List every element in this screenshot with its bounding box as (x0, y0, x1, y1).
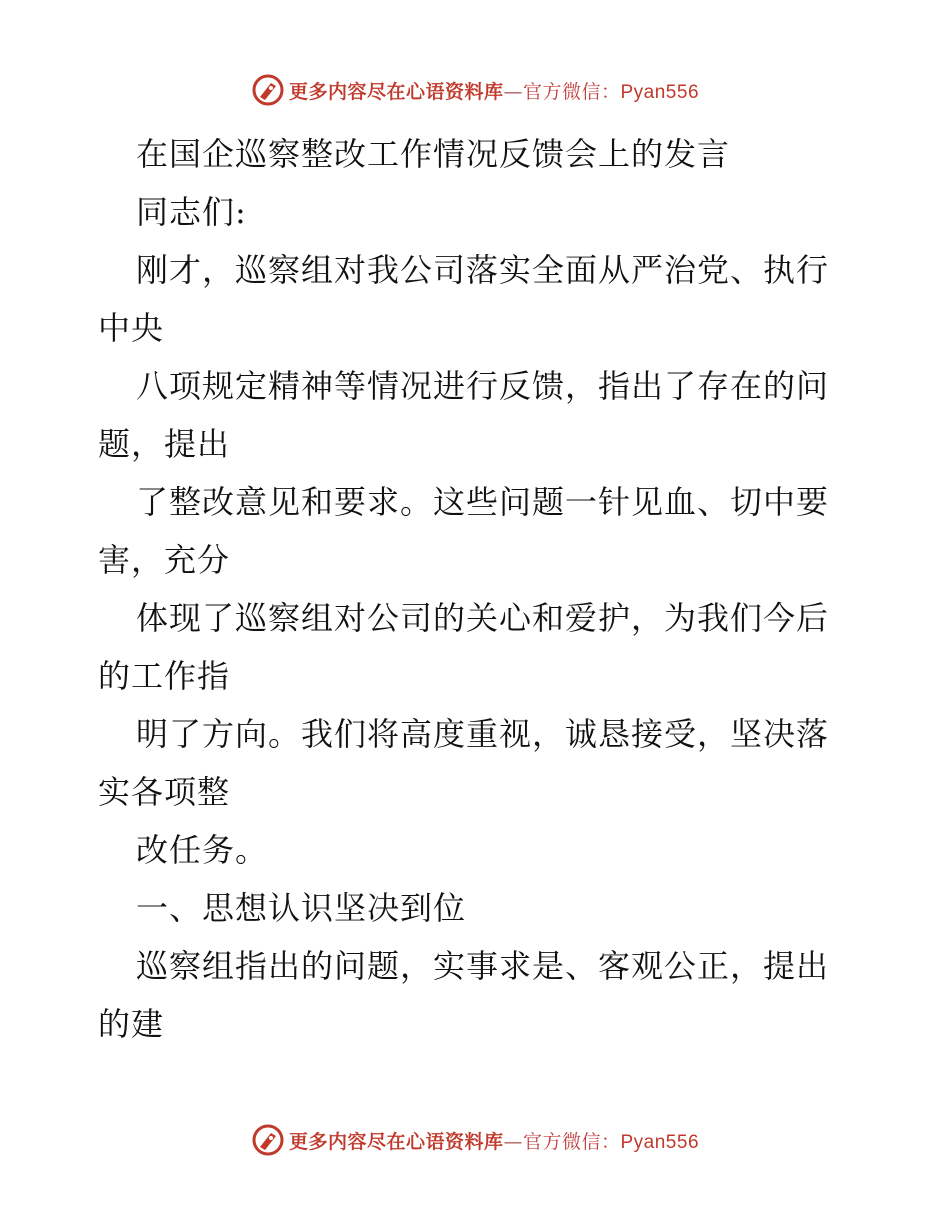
paragraph-line: 刚才，巡察组对我公司落实全面从严治党、执行 (136, 251, 830, 289)
footer-watermark (0, 1120, 950, 1160)
watermark-account: Pyan556 (620, 81, 700, 103)
watermark-main: 更多内容尽在心语资料库 (288, 1130, 504, 1153)
paragraph-line: 八项规定精神等情况进行反馈，指出了存在的问 (136, 367, 830, 405)
watermark-main: 更多内容尽在心语资料库 (288, 80, 504, 103)
watermark-label: 官方微信： (522, 80, 621, 103)
watermark-separator: — (503, 1130, 523, 1153)
paragraph-line: 中央 (98, 309, 165, 347)
pen-nib-logo-icon (251, 1123, 285, 1157)
paragraph-line: 的建 (98, 1005, 165, 1043)
paragraph-line: 题，提出 (98, 425, 231, 463)
paragraph-line: 害，充分 (98, 541, 231, 579)
paragraph-line: 实各项整 (98, 773, 231, 811)
paragraph-line: 明了方向。我们将高度重视，诚恳接受，坚决落 (136, 715, 830, 753)
watermark-label: 官方微信： (522, 1130, 621, 1153)
header-watermark (0, 70, 950, 110)
paragraph-line: 了整改意见和要求。这些问题一针见血、切中要 (136, 483, 830, 521)
pen-nib-logo-icon (251, 73, 285, 107)
watermark-separator: — (503, 80, 523, 103)
watermark-text (289, 77, 699, 104)
paragraph-line: 巡察组指出的问题，实事求是、客观公正，提出 (136, 947, 830, 985)
watermark-account: Pyan556 (620, 1131, 700, 1153)
salutation: 同志们: (136, 193, 247, 231)
paragraph-line: 改任务。 (136, 831, 269, 869)
document-body (98, 125, 858, 1053)
section-heading: 一、思想认识坚决到位 (136, 889, 467, 927)
paragraph-line: 的工作指 (98, 657, 231, 695)
watermark-text (289, 1127, 699, 1154)
paragraph-line: 体现了巡察组对公司的关心和爱护，为我们今后 (136, 599, 830, 637)
document-title: 在国企巡察整改工作情况反馈会上的发言 (136, 135, 731, 173)
